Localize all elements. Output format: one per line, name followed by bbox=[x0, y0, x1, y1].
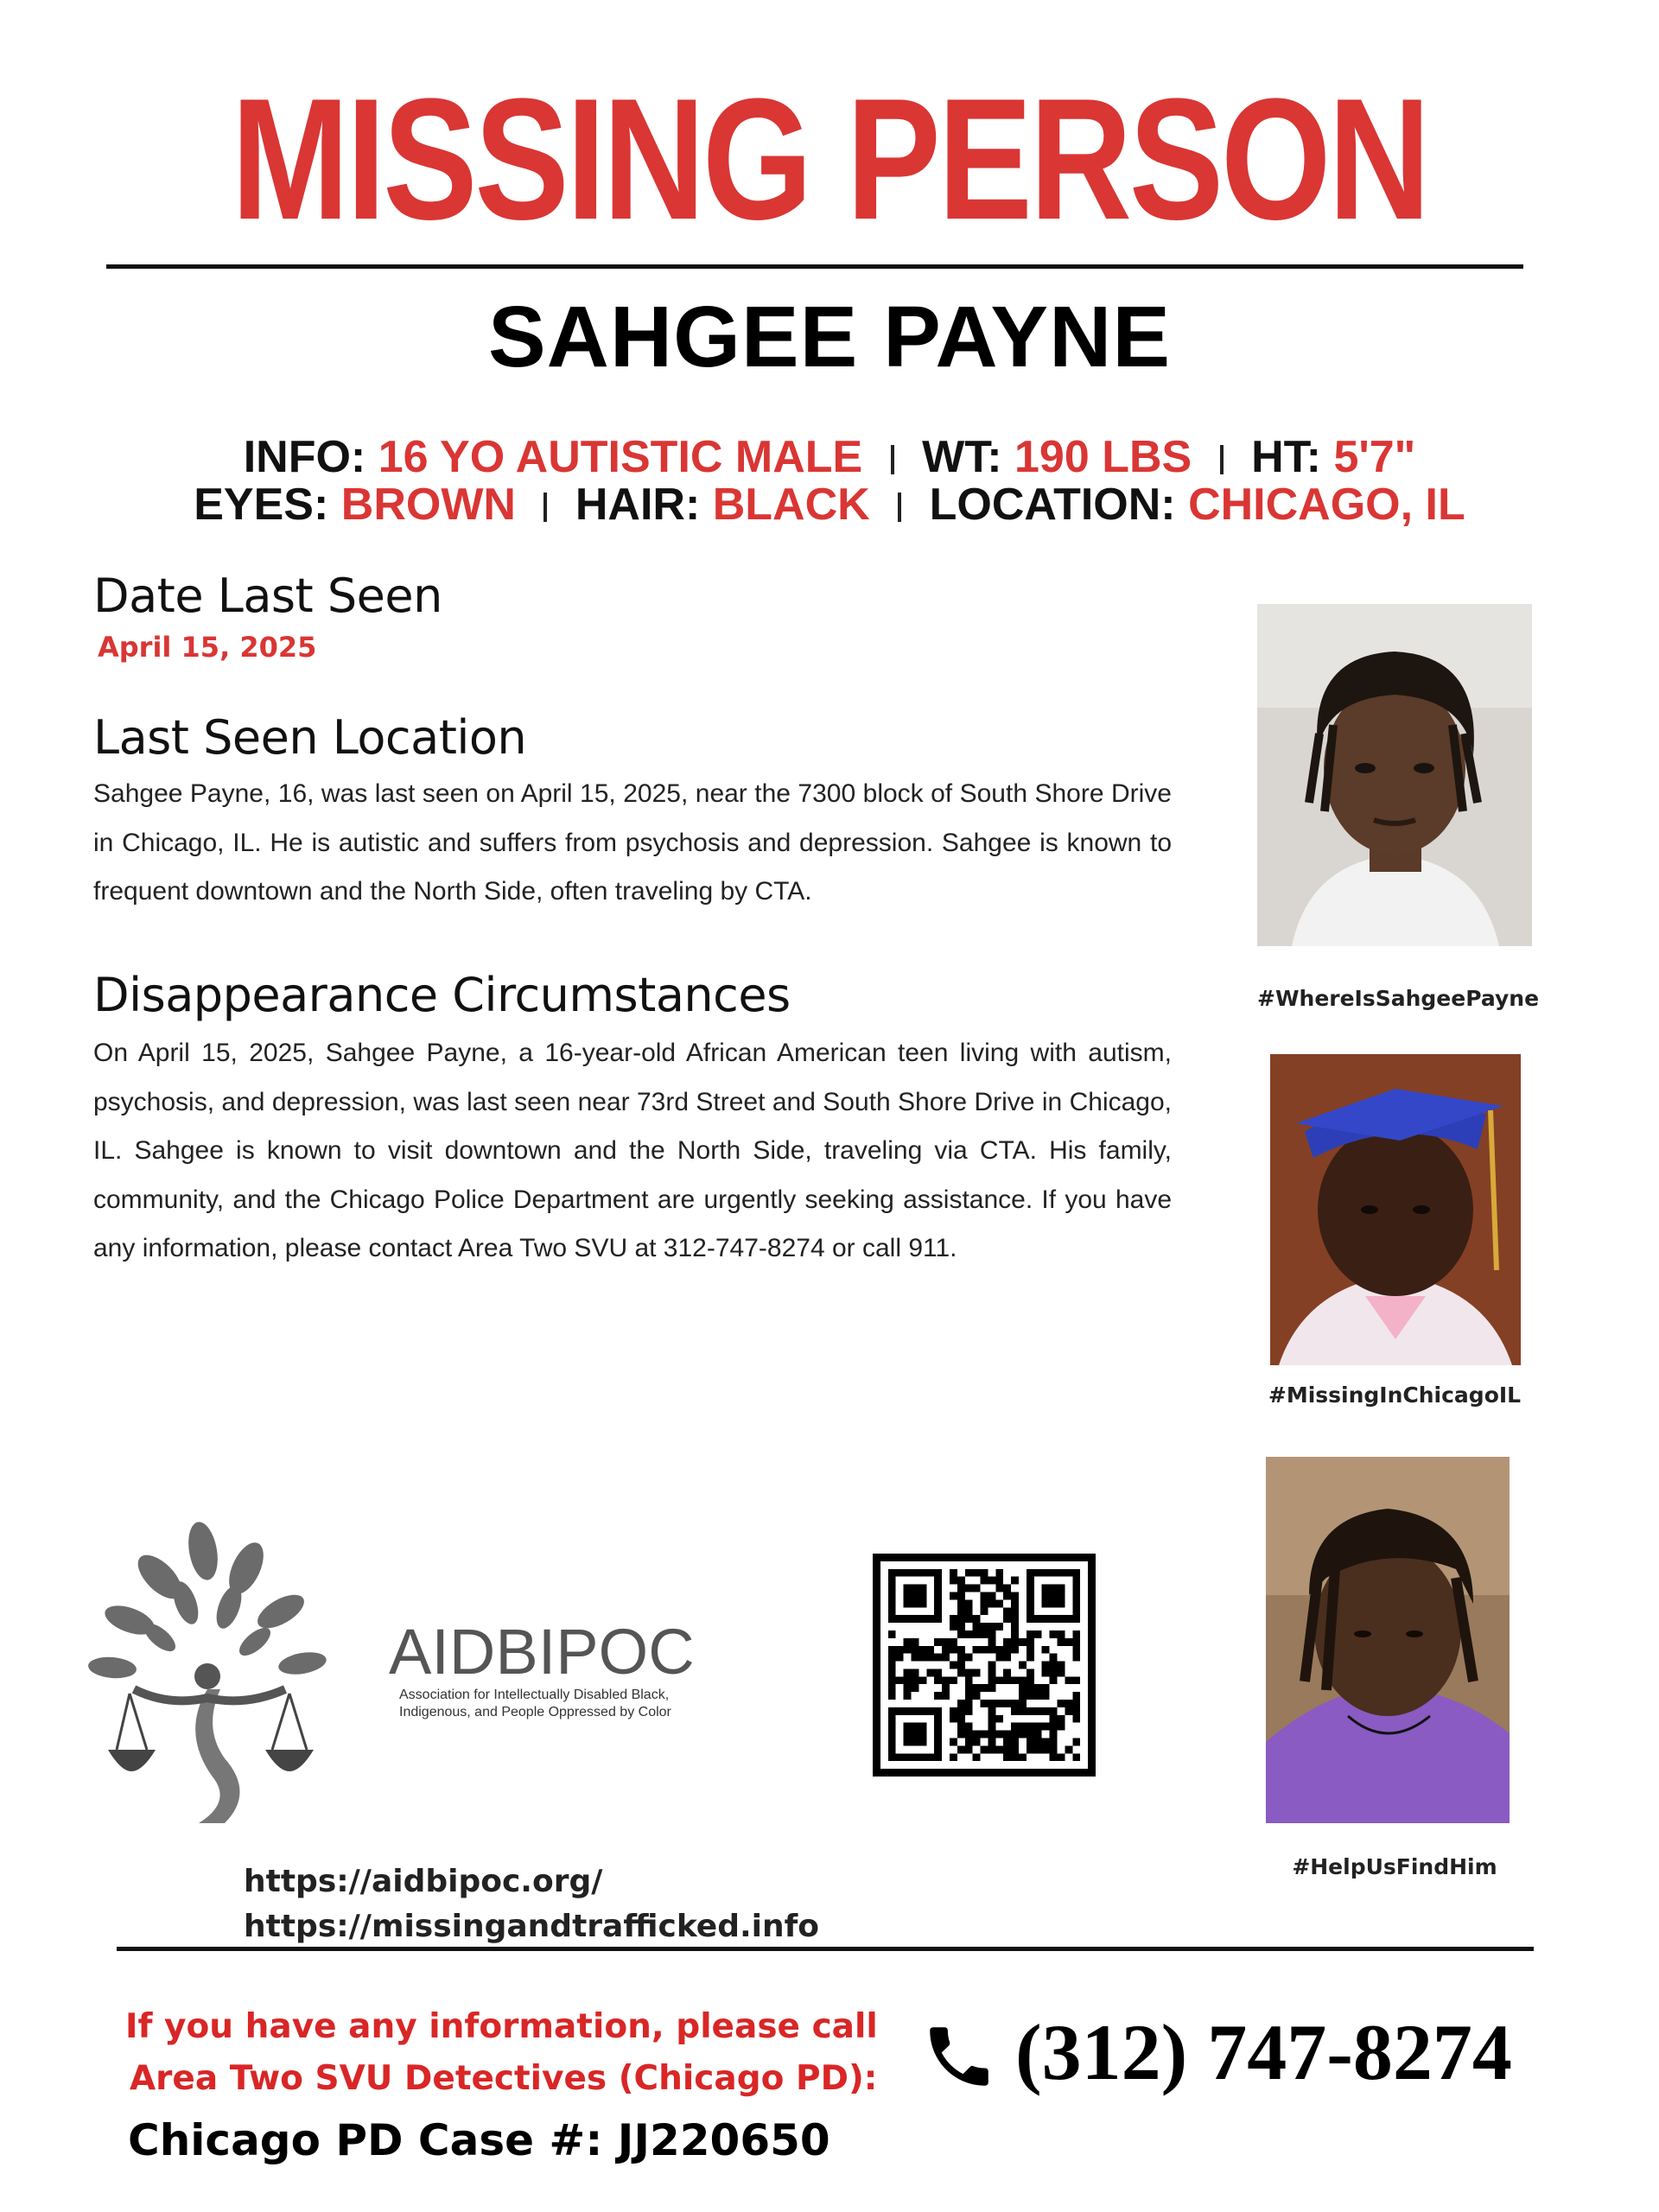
hashtag-1: #WhereIsSahgeePayne bbox=[1257, 986, 1540, 1011]
eyes-value: BROWN bbox=[340, 480, 516, 530]
case-value: JJ220650 bbox=[617, 2115, 830, 2165]
page-title: MISSING PERSON bbox=[231, 63, 1428, 256]
phone-number[interactable]: (312) 747-8274 bbox=[1015, 2008, 1512, 2096]
eyes-label: EYES: bbox=[194, 480, 329, 530]
info-row-1 bbox=[0, 432, 1659, 482]
phone-icon bbox=[920, 2018, 998, 2095]
location-value: CHICAGO, IL bbox=[1188, 480, 1465, 530]
hashtag-2: #MissingInChicagoIL bbox=[1268, 1382, 1522, 1408]
person-photo-icon bbox=[1270, 1054, 1521, 1365]
separator bbox=[891, 445, 894, 474]
phone-icon bbox=[920, 2018, 998, 2095]
cta-line-2: Area Two SVU Detectives (Chicago PD): bbox=[130, 2059, 878, 2098]
cta-line-1: If you have any information, please call bbox=[125, 2007, 878, 2046]
height-value: 5'7" bbox=[1333, 432, 1416, 482]
qr-code[interactable] bbox=[873, 1554, 1096, 1777]
circumstances-heading: Disappearance Circumstances bbox=[93, 968, 791, 1022]
link-aidbipoc[interactable]: https://aidbipoc.org/ bbox=[244, 1864, 603, 1899]
location-heading: Last Seen Location bbox=[93, 710, 527, 765]
person-name: SAHGEE PAYNE bbox=[487, 289, 1172, 385]
info-value: 16 YO AUTISTIC MALE bbox=[378, 432, 863, 482]
person-photo-icon bbox=[1257, 604, 1532, 946]
top-divider bbox=[106, 264, 1523, 269]
photo-portrait-3 bbox=[1266, 1457, 1510, 1823]
hair-label: HAIR: bbox=[575, 480, 701, 530]
weight-label: WT: bbox=[922, 432, 1002, 482]
link-missingandtrafficked[interactable]: https://missingandtrafficked.info bbox=[244, 1909, 820, 1944]
separator bbox=[898, 493, 901, 522]
height-label: HT: bbox=[1251, 432, 1321, 482]
case-label: Chicago PD Case #: bbox=[128, 2115, 603, 2165]
info-label: INFO: bbox=[243, 432, 366, 482]
person-photo-icon bbox=[1266, 1457, 1510, 1823]
org-name: AIDBIPOC bbox=[389, 1616, 695, 1688]
tree-scales-logo-icon bbox=[82, 1516, 380, 1827]
location-text: Sahgee Payne, 16, was last seen on April 15, 2025, near the 7300 block of South Shore Drive in Chicago, IL. He is autistic and suffers from psychosis and depression. Sahgee is known to frequent downtown and the North Side, often traveling by CTA. bbox=[93, 779, 1172, 906]
case-number bbox=[128, 2115, 830, 2165]
separator bbox=[543, 493, 547, 522]
date-heading: Date Last Seen bbox=[93, 569, 442, 623]
org-logo bbox=[82, 1516, 380, 1827]
bottom-divider bbox=[117, 1947, 1534, 1951]
location-label: LOCATION: bbox=[929, 480, 1176, 530]
info-row-2 bbox=[0, 480, 1659, 530]
photo-portrait-1 bbox=[1257, 604, 1532, 946]
weight-value: 190 LBS bbox=[1014, 432, 1192, 482]
hashtag-3: #HelpUsFindHim bbox=[1292, 1854, 1497, 1879]
hair-value: BLACK bbox=[712, 480, 870, 530]
qr-code-icon bbox=[873, 1554, 1096, 1777]
org-tagline-1: Association for Intellectually Disabled Black, bbox=[399, 1688, 670, 1702]
circumstances-text: On April 15, 2025, Sahgee Payne, a 16-year-old African American teen living with autism, psychosis, and depression, was last seen near 73rd Street and South Shore Drive in Chicago, IL. Sahgee is known to visit downtown and the North Side, traveling via CTA. His family, community, and the Chicago Police Department are urgently seeking assistance. If you have any information, please contact Area Two SVU at 312-747-8274 or call 911. bbox=[93, 1039, 1172, 1262]
photo-portrait-2 bbox=[1270, 1054, 1521, 1365]
date-value: April 15, 2025 bbox=[98, 631, 317, 664]
separator bbox=[1220, 445, 1224, 474]
org-tagline-2: Indigenous, and People Oppressed by Color bbox=[399, 1705, 671, 1719]
